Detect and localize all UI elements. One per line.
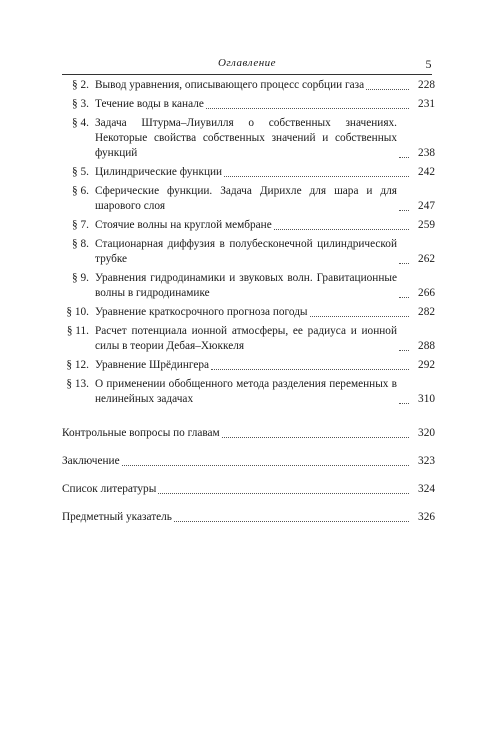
entry-page-number: 282: [418, 306, 435, 318]
toc-entry: [62, 358, 435, 373]
entry-title: Уравнение Шрёдингера: [95, 359, 210, 371]
entry-title: Вывод уравнения, описывающего процесс сорбции газа: [95, 79, 365, 91]
entry-body: [89, 184, 435, 214]
dot-leader: [399, 157, 409, 158]
entry-title: Список литературы: [62, 483, 157, 495]
dot-leader: [399, 263, 409, 264]
toc-entry: [62, 426, 435, 441]
toc-entry: [62, 237, 435, 267]
toc-entry: [62, 305, 435, 320]
toc-entry: [62, 218, 435, 233]
header-rule: [62, 74, 432, 75]
entry-page-number: 242: [418, 166, 435, 178]
toc-entry: [62, 377, 435, 407]
entry-title: Стоячие волны на круглой мембране: [95, 219, 272, 231]
entry-body: [62, 426, 435, 441]
dot-leader: [211, 369, 409, 370]
toc-entry: [62, 510, 435, 525]
entry-page-number: 238: [418, 147, 435, 159]
dot-leader: [174, 521, 409, 522]
section-number: § 5.: [72, 166, 89, 178]
entry-page-number: 266: [418, 287, 435, 299]
section-number: § 3.: [72, 98, 89, 110]
entry-body: [89, 165, 435, 180]
entry-body: [89, 377, 435, 407]
entry-page-number: 292: [418, 359, 435, 371]
toc-entry: [62, 271, 435, 301]
section-number: § 2.: [72, 79, 89, 91]
section-number: § 11.: [66, 325, 89, 337]
entry-body: [89, 358, 435, 373]
entry-page-number: 262: [418, 253, 435, 265]
section-number: § 7.: [72, 219, 89, 231]
toc-entry: [62, 165, 435, 180]
section-number: § 6.: [72, 185, 89, 197]
entry-title: Уравнение краткосрочного прогноза погоды: [95, 306, 308, 318]
chapter-list: [62, 426, 435, 525]
entry-page-number: 231: [418, 98, 435, 110]
header-page-number: 5: [425, 57, 432, 71]
entry-page-number: 259: [418, 219, 435, 231]
dot-leader: [310, 316, 409, 317]
entry-body: [89, 324, 435, 354]
entry-body: [89, 271, 435, 301]
dot-leader: [224, 176, 409, 177]
section-number: § 10.: [66, 306, 89, 318]
toc-entry: [62, 184, 435, 214]
entry-body: [89, 116, 435, 161]
dot-leader: [366, 89, 409, 90]
entry-body: [89, 305, 435, 320]
toc-entry: [62, 78, 435, 93]
dot-leader: [274, 229, 409, 230]
toc-entry: [62, 97, 435, 112]
entry-body: [89, 218, 435, 233]
section-list: [62, 78, 435, 407]
entry-title: Стационарная диффузия в полубесконечной цилиндрической трубке: [95, 238, 397, 265]
dot-leader: [122, 465, 409, 466]
entry-page-number: 288: [418, 340, 435, 352]
entry-page-number: 323: [418, 455, 435, 467]
entry-body: [62, 510, 435, 525]
entry-title: Уравнения гидродинамики и звуковых волн. Гравитационные волны в гидродинамике: [95, 272, 397, 299]
entry-body: [89, 78, 435, 93]
table-of-contents: [62, 78, 435, 525]
dot-leader: [399, 350, 409, 351]
section-number: § 12.: [66, 359, 89, 371]
entry-title: Сферические функции. Задача Дирихле для шара и для шарового слоя: [95, 185, 397, 212]
entry-page-number: 324: [418, 483, 435, 495]
entry-page-number: 228: [418, 79, 435, 91]
entry-title: Заключение: [62, 455, 120, 467]
entry-title: Расчет потенциала ионной атмосферы, ее радиуса и ионной силы в теории Дебая–Хюккеля: [95, 325, 397, 352]
header-title: Оглавление: [217, 57, 277, 69]
entry-page-number: 310: [418, 393, 435, 405]
running-header: [62, 57, 432, 73]
toc-entry: [62, 116, 435, 161]
dot-leader: [206, 108, 409, 109]
entry-body: [62, 454, 435, 469]
entry-title: Задача Штурма–Лиувилля о собственных значениях. Некоторые свойства собственных значений и собственных функций: [95, 117, 397, 159]
dot-leader: [399, 403, 409, 404]
entry-body: [89, 97, 435, 112]
entry-page-number: 326: [418, 511, 435, 523]
section-number: § 13.: [66, 378, 89, 390]
dot-leader: [399, 210, 409, 211]
toc-entry: [62, 454, 435, 469]
entry-title: Предметный указатель: [62, 511, 172, 523]
dot-leader: [222, 437, 409, 438]
entry-title: Цилиндрические функции: [95, 166, 223, 178]
entry-title: Контрольные вопросы по главам: [62, 427, 220, 439]
toc-entry: [62, 482, 435, 497]
entry-title: Течение воды в канале: [95, 98, 204, 110]
entry-page-number: 320: [418, 427, 435, 439]
entry-title: О применении обобщенного метода разделения переменных в нелинейных задачах: [95, 378, 397, 405]
dot-leader: [399, 297, 409, 298]
section-number: § 9.: [72, 272, 89, 284]
section-number: § 4.: [72, 117, 89, 129]
dot-leader: [158, 493, 409, 494]
section-number: § 8.: [72, 238, 89, 250]
entry-body: [62, 482, 435, 497]
toc-entry: [62, 324, 435, 354]
entry-page-number: 247: [418, 200, 435, 212]
entry-body: [89, 237, 435, 267]
